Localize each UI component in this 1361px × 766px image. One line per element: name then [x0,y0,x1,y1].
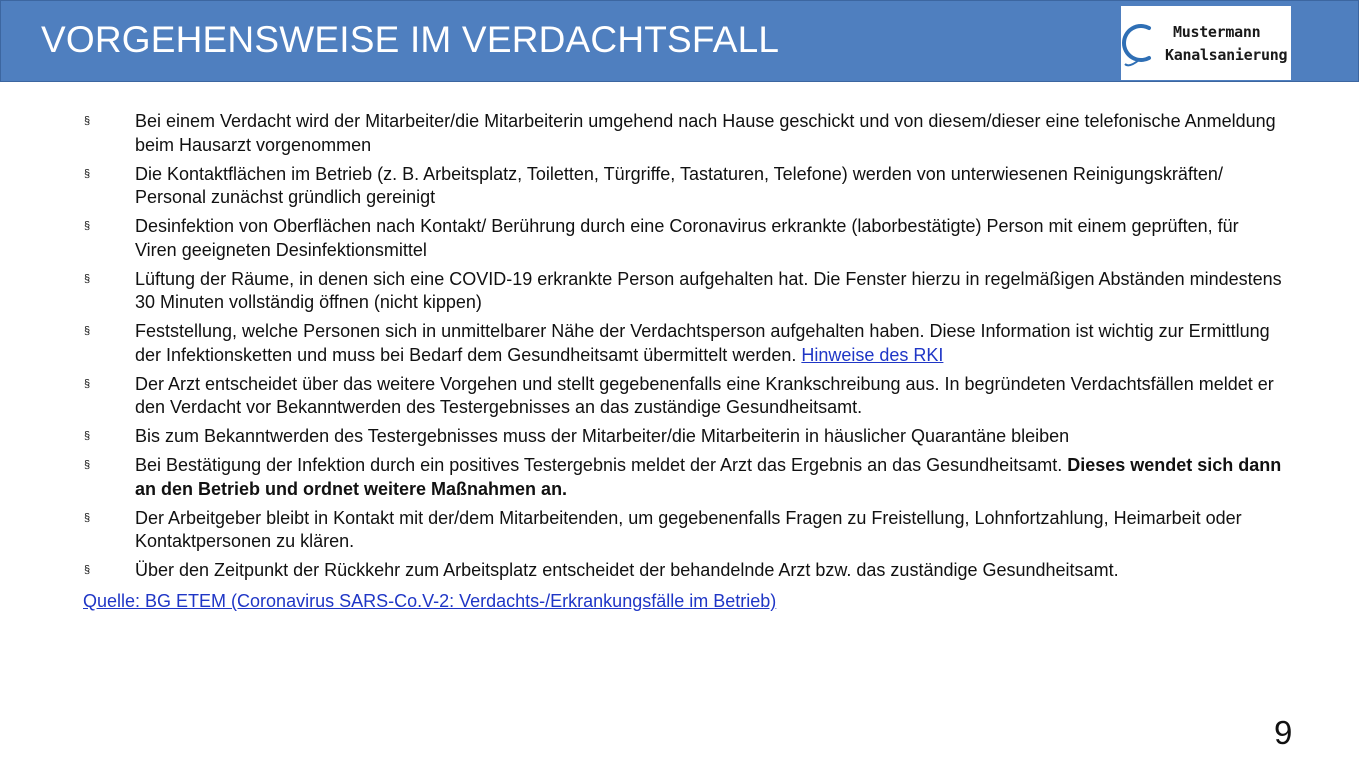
list-item [84,215,1284,262]
bullet-text: Bis zum Bekanntwerden des Testergebnisses muss der Mitarbeiter/die Mitarbeiterin in häuslicher Quarantäne bleiben [135,426,1070,446]
bullet-text: Der Arzt entscheidet über das weitere Vorgehen und stellt gegebenenfalls eine Krankschreibung aus. In begründeten Verdachtsfällen meldet er den Verdacht vor Bekanntwerden des Testergebnisses an das zuständige Gesundheitsamt. [135,373,1274,417]
list-item [84,163,1284,210]
page-number: 9 [1274,714,1293,751]
bullet-text: Bei Bestätigung der Infektion durch ein positives Testergebnis meldet der Arzt das Ergebnis an das Gesundheitsamt. [135,455,1068,475]
list-item [84,268,1284,315]
bullet-marker: § [84,564,91,576]
logo-line1: Mustermann [1173,23,1261,41]
list-item [84,507,1284,554]
bullet-text: Feststellung, welche Personen sich in unmittelbarer Nähe der Verdachtsperson aufgehalten haben. Diese Information ist wichtig zur Ermittlung der Infektionsketten und muss bei Bedarf dem Gesundheitsamt übermittelt werden. [135,321,1270,365]
list-item [84,425,1284,449]
page-title: VORGEHENSWEISE IM VERDACHTSFALL [41,19,780,60]
list-item [84,373,1284,420]
bullet-list [84,110,1284,588]
bullet-text: Bei einem Verdacht wird der Mitarbeiter/die Mitarbeiterin umgehend nach Hause geschickt und von diesem/dieser eine telefonische Anmeldung beim Hausarzt vorgenommen [135,111,1276,155]
bullet-marker: § [84,325,91,337]
logo-line2: Kanalsanierung [1165,46,1288,64]
bullet-marker: § [84,272,91,285]
source-link[interactable]: Quelle: BG ETEM (Coronavirus SARS-Co.V-2: Verdachts-/Erkrankungsfälle im Betrieb) [83,591,777,611]
bullet-bold-text: Dieses wendet sich dann an den Betrieb und ordnet weitere Maßnahmen an. [135,455,1282,499]
rki-link[interactable]: Hinweise des RKI [801,344,944,365]
bullet-text: Über den Zeitpunkt der Rückkehr zum Arbeitsplatz entscheidet der behandelnde Arzt bzw. das zuständige Gesundheitsamt. [135,560,1119,580]
list-item [84,110,1284,157]
bullet-marker: § [84,511,91,524]
list-item [84,454,1284,501]
bullet-marker: § [84,167,91,180]
bullet-marker: § [84,220,91,232]
bullet-text: Der Arbeitgeber bleibt in Kontakt mit der/dem Mitarbeitenden, um gegebenenfalls Fragen zu Freistellung, Lohnfortzahlung, Heimarbeit oder Kontaktpersonen zu klären. [135,507,1242,551]
bullet-text: Desinfektion von Oberflächen nach Kontakt/ Berührung durch eine Coronavirus erkrankte (laborbestätigte) Person mit einem geprüften, für Viren geeigneten Desinfektionsmittel [135,216,1239,260]
bullet-marker: § [84,430,91,442]
list-item [84,559,1284,583]
bullet-text: Die Kontaktflächen im Betrieb (z. B. Arbeitsplatz, Toiletten, Türgriffe, Tastaturen, Telefone) werden von unterwiesenen Reinigungskräften/ Personal zunächst gründlich gereinigt [135,163,1223,207]
header-bar [0,0,1359,82]
company-logo [1121,6,1291,80]
list-item [84,320,1284,367]
bullet-marker: § [84,377,91,390]
bullet-text: Lüftung der Räume, in denen sich eine COVID-19 erkrankte Person aufgehalten hat. Die Fenster hierzu in regelmäßigen Abständen mindestens 30 Minuten vollständig öffnen (nicht kippen) [135,268,1282,312]
bullet-marker: § [84,115,91,127]
logo-arc-icon [1121,6,1291,80]
bullet-marker: § [84,459,91,471]
